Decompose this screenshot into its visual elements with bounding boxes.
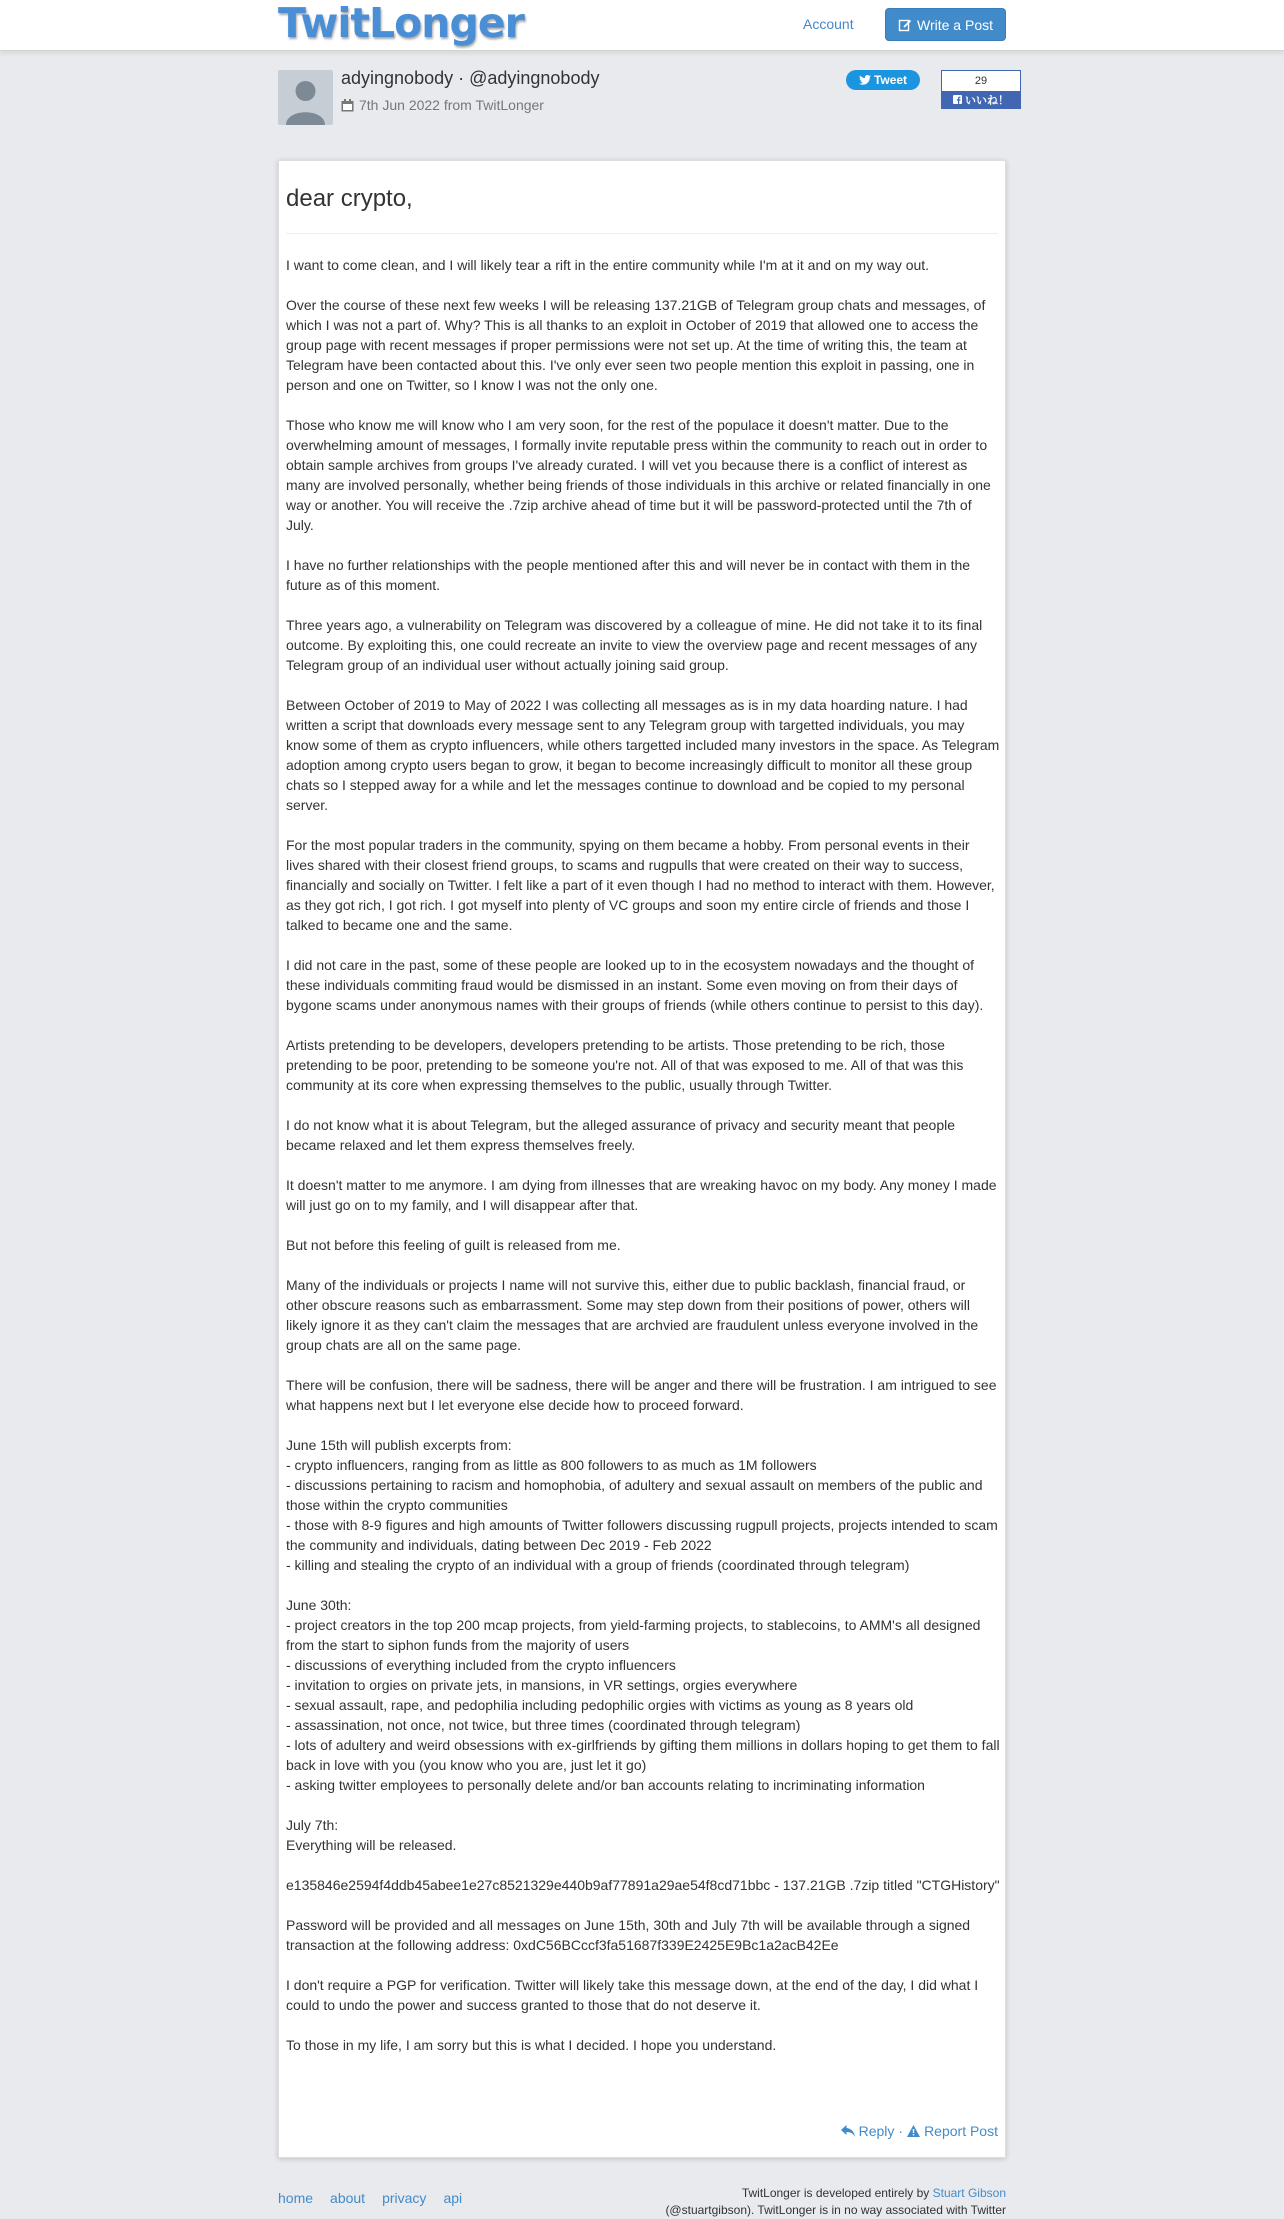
default-avatar-icon — [278, 70, 333, 125]
author-name[interactable]: adyingnobody · @adyingnobody — [341, 68, 600, 88]
twitlonger-logo[interactable]: TwitLonger — [278, 0, 524, 47]
top-navbar — [0, 0, 1284, 51]
report-post-link[interactable] — [907, 2123, 998, 2139]
post-paragraph: I do not know what it is about Telegram, but the alleged assurance of privacy and security meant that people became relaxed and let them express themselves freely. — [286, 1117, 959, 1153]
post-date-text: 7th Jun 2022 from TwitLonger — [359, 97, 544, 113]
post-paragraph: June 15th will publish excerpts from: - crypto influencers, ranging from as little as 800 followers to as much as 1M followers - discussions pertaining to racism and homophobia, of adultery and sexual assault on members of the public and those within the crypto communities - those with 8-9 figures and high amounts of Twitter followers discussing rugpull projects, projects intended to scam the community and individuals, dating between Dec 2019 - Feb 2022 - killing and stealing the crypto of an individual with a group of friends (coordinated through telegram) — [286, 1437, 998, 1573]
post-card — [278, 160, 1006, 2158]
footer-link-api[interactable]: api — [443, 2190, 463, 2206]
reply-label: Reply — [858, 2123, 895, 2139]
post-paragraph: Over the course of these next few weeks I will be releasing 137.21GB of Telegram group chats and messages, of which I was not a part of. Why? This is all thanks to an exploit in October of 2019 that allowed one to access the group page with recent messages if proper permissions were not set up. At the time of writing this, the team at Telegram have been contacted about this. I've only ever seen two people mention this exploit in passing, one in person and one on Twitter, so I know I was not the only one. — [286, 297, 990, 393]
post-paragraph: But not before this feeling of guilt is released from me. — [286, 1237, 621, 1253]
post-paragraph: Many of the individuals or projects I name will not survive this, either due to public backlash, financial fraud, or other obscure reasons such as embarrassment. Some may step down from their positions of power, others will likely ignore it as they can't claim the messages that are archvied are fraudulent unless everyone involved in the group chats are all on the same page. — [286, 1277, 983, 1353]
post-title: dear crypto, — [286, 185, 413, 212]
edit-icon — [898, 18, 912, 32]
post-paragraph: It doesn't matter to me anymore. I am dying from illnesses that are wreaking havoc on my body. Any money I made will just go on to my family, and I will disappear after that. — [286, 1177, 1001, 1213]
credit-prefix: TwitLonger is developed entirely by — [741, 2186, 930, 2200]
post-paragraph: To those in my life, I am sorry but this is what I decided. I hope you understand. — [286, 2037, 777, 2053]
post-paragraph: I don't require a PGP for verification. Twitter will likely take this message down, at the end of the day, I did what I could to undo the power and success granted to those that do not deserve it. — [286, 1977, 983, 2013]
post-paragraph: For the most popular traders in the community, spying on them became a hobby. From personal events in their lives shared with their closest friend groups, to scams and rugpulls that were created on their way to success, financially and socially on Twitter. I felt like a part of it even though I had no method to interact with them. However, as they got rich, I got rich. I got myself into plenty of VC groups and soon my entire circle of friends and those I talked to became one and the same. — [286, 837, 999, 933]
facebook-like-button[interactable] — [942, 91, 1020, 108]
post-paragraph: Three years ago, a vulnerability on Telegram was discovered by a colleague of mine. He did not take it to its final outcome. By exploiting this, one could recreate an invite to view the overview page and recent messages of any Telegram group of an individual user without actually joining said group. — [286, 617, 987, 673]
footer-link-about[interactable]: about — [330, 2190, 366, 2206]
footer-link-privacy[interactable]: privacy — [382, 2190, 427, 2206]
post-paragraph: I want to come clean, and I will likely tear a rift in the entire community while I'm at it and on my way out. — [286, 257, 930, 273]
reply-link[interactable] — [841, 2123, 895, 2139]
post-paragraph: I did not care in the past, some of these people are looked up to in the ecosystem nowadays and the thought of these individuals commiting fraud would be dismissed in an instant. Some even moving on from their days of bygone scams under anonymous names with their groups of friends (while others continue to persist to this day). — [286, 957, 984, 1013]
post-paragraph: Artists pretending to be developers, developers pretending to be artists. Those pretending to be rich, those pretending to be poor, pretending to be someone you're not. All of that was exposed to me. All of that was this community at its core when expressing themselves to the public, usually through Twitter. — [286, 1037, 968, 1093]
facebook-like-box — [941, 70, 1021, 109]
post-paragraph: Password will be provided and all messages on June 15th, 30th and July 7th will be available through a signed transaction at the following address: 0xdC56BCccf3fa51687f339E2425E9Bc1a2acB42Ee — [286, 1917, 974, 1953]
facebook-icon — [953, 95, 962, 104]
report-label: Report Post — [924, 2123, 998, 2139]
write-post-button[interactable] — [885, 8, 1006, 41]
avatar[interactable] — [278, 70, 333, 125]
calendar-icon — [341, 99, 354, 112]
post-paragraph: I have no further relationships with the people mentioned after this and will never be in contact with them in the future as of this moment. — [286, 557, 974, 593]
post-body — [286, 255, 1004, 2075]
post-paragraph: June 30th: - project creators in the top 200 mcap projects, from yield-farming projects, to stablecoins, to AMM's all designed from the start to siphon funds from the majority of users - discussions of everything included from the crypto influencers - invitation to orgies on private jets, in mansions, in VR settings, orgies everywhere - sexual assault, rape, and pedophilia including pedophilic orgies with victims as young as 8 years old - assassination, not once, not twice, but three times (coordinated through telegram) - lots of adultery and weird obsessions with ex-girlfriends by gifting them millions in dollars hoping to get them to fall back in love with you (you know who you are, just let it go) - asking twitter employees to personally delete and/or ban accounts relating to incriminating information — [286, 1597, 1000, 1793]
post-paragraph: e135846e2594f4ddb45abee1e27c8521329e440b9af77891a29ae54f8cd71bbc - 137.21GB .7zip titled "CTGHistory" — [286, 1877, 1000, 1893]
twitter-bird-icon — [859, 75, 871, 85]
write-post-label: Write a Post — [917, 16, 993, 33]
footer-credit — [665, 2185, 1006, 2219]
tweet-label: Tweet — [873, 73, 908, 87]
footer-link-home[interactable]: home — [278, 2190, 314, 2206]
action-separator: · — [898, 2123, 904, 2139]
developer-link[interactable]: Stuart Gibson — [932, 2186, 1006, 2200]
like-label: いいね！ — [965, 94, 1009, 107]
title-divider — [286, 233, 998, 234]
warning-icon — [907, 2125, 920, 2137]
post-date — [341, 97, 544, 113]
credit-line-2: (@stuartgibson). TwitLonger is in no way associated with Twitter — [665, 2203, 1006, 2217]
post-paragraph: Between October of 2019 to May of 2022 I was collecting all messages as is in my data hoarding nature. I had written a script that downloads every message sent to any Telegram group with targetted individuals, you may know some of them as crypto influencers, while others targetted included many investors in the space. As Telegram adoption among crypto users began to grow, it began to become increasingly difficult to monitor all these group chats so I stepped away for a while and let the messages continue to download and be copied to my personal server. — [286, 697, 1004, 813]
footer-links — [278, 2190, 479, 2206]
account-link[interactable]: Account — [803, 16, 854, 32]
post-paragraph: There will be confusion, there will be sadness, there will be anger and there will be frustration. I am intrigued to see what happens next but I let everyone else decide how to proceed forward. — [286, 1377, 1001, 1413]
post-paragraph: July 7th: Everything will be released. — [286, 1817, 457, 1853]
like-count: 29 — [974, 75, 988, 87]
tweet-button[interactable] — [846, 70, 920, 90]
reply-icon — [841, 2125, 855, 2137]
post-actions — [841, 2123, 998, 2139]
post-paragraph: Those who know me will know who I am very soon, for the rest of the populace it doesn't matter. Due to the overwhelming amount of messages, I formally invite reputable press within the community to reach out in order to obtain sample archives from groups I've already curated. I will vet you because there is a conflict of interest as many are involved personally, whether being friends of those individuals in this archive or related financially in one way or another. You will receive the .7zip archive ahead of time but it will be password-protected until the 7th of July. — [286, 417, 995, 533]
